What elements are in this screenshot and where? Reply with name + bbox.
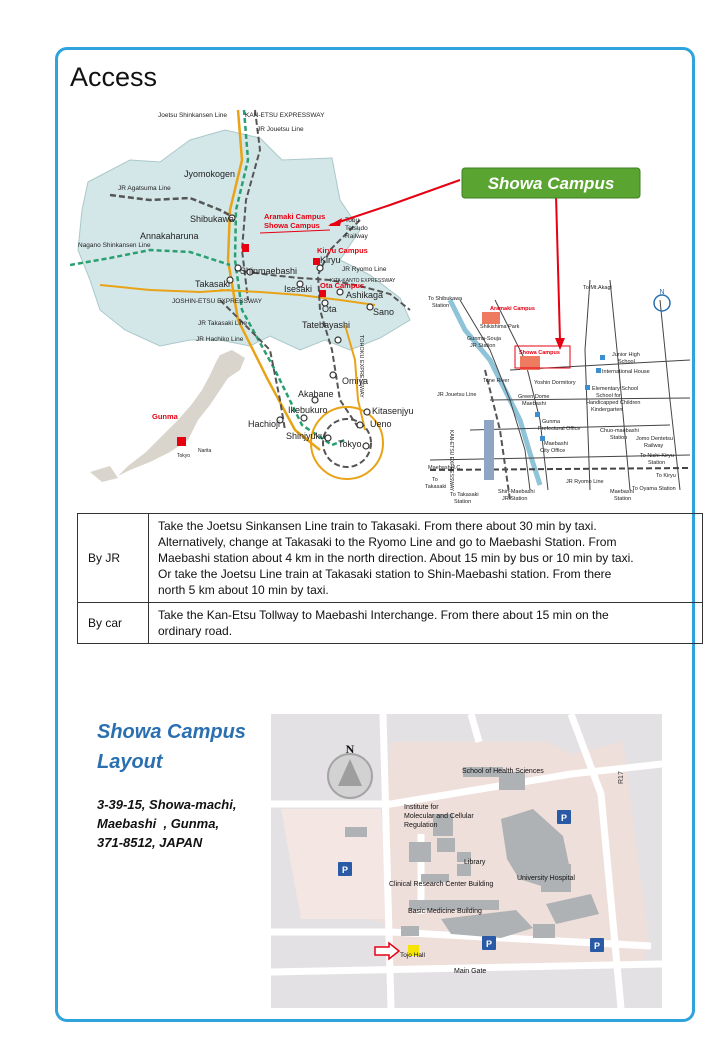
local-label-school-for: School for [596, 393, 621, 399]
parking-icon: P [485, 939, 493, 949]
compass-n: N [345, 742, 355, 756]
local-label-green-dome: Green Dome [518, 394, 550, 400]
label-r17: R17 [618, 771, 625, 784]
label-tokyo-inset: Tokyo [177, 453, 191, 459]
label-tetsudo: Tetsudo [345, 225, 368, 232]
local-label-yoshin: Yoshin Dormitory [534, 380, 576, 386]
local-compass-n: N [659, 289, 665, 296]
local-label-junior-high: Junior High [612, 352, 640, 358]
local-label-station: Station [432, 303, 450, 309]
description-cell [149, 514, 703, 603]
label-joetsu-shinkansen: Joetsu Shinkansen Line [158, 112, 228, 119]
aramaki-campus-block [482, 312, 500, 324]
label-sano: Sano [373, 307, 395, 317]
local-label-jr-ryomo: JR Ryomo Line [566, 479, 604, 485]
label-narita: Narita [198, 448, 212, 454]
local-label-jr-jouetsu: JR Jouetsu Line [437, 392, 477, 398]
label-isesaki: Isesaki [284, 284, 313, 294]
desc-line: north 5 km about 10 min by taxi. [158, 583, 329, 597]
address-line: 371-8512, JAPAN [97, 835, 203, 850]
badge-text: Showa Campus [487, 174, 615, 193]
label-clinical: Clinical Research Center Building [389, 881, 494, 888]
ota-campus-marker [319, 290, 326, 297]
local-label-maebashi-ic: Maebashi I.C. [428, 465, 462, 471]
label-gunma: Gunma [152, 412, 178, 421]
callout-arrow-left [330, 180, 460, 225]
label-school-health: School of Health Sciences [462, 768, 544, 775]
label-takasaki: Takasaki [195, 279, 231, 289]
label-jyomokogen: Jyomokogen [184, 169, 236, 179]
local-label-takasaki-st: Station [454, 499, 472, 505]
local-label-aramaki: Aramaki Campus [490, 306, 535, 312]
parking-icon: P [560, 813, 568, 823]
campus-address [97, 795, 267, 852]
label-nagano-shinkansen: Nagano Shinkansen Line [78, 242, 151, 249]
local-label-to: To [432, 477, 438, 483]
local-label-takasaki: Takasaki [425, 484, 447, 490]
kiryu-campus-marker [313, 258, 320, 265]
local-label-to-shibukawa: To Shibukawa [428, 296, 463, 302]
address-line: Maebashi , Gunma, [97, 816, 220, 831]
label-ashikaga: Ashikaga [346, 290, 384, 300]
access-table [77, 513, 703, 644]
local-label-pref-office: Prefectural Office [538, 426, 581, 432]
local-label-maebashi-jr: Station [614, 496, 632, 502]
label-jr-agatsuma: JR Agatsuma Line [118, 185, 171, 192]
local-label-shin-maebashi: Shin-Maebashi [498, 489, 535, 495]
label-institute: Molecular and Cellular [404, 813, 474, 820]
callout-arrow-down [556, 195, 560, 340]
local-label-elementary: Elementary School [592, 386, 639, 392]
desc-line: Alternatively, change at Takasaki to the Ryomo Line and go to Maebashi Station. From [158, 535, 617, 549]
label-kitasenjyu: Kitasenjyu [372, 406, 414, 416]
local-label-city-office: City Office [540, 448, 566, 454]
label-ueno: Ueno [370, 419, 392, 429]
aramaki-campus-marker [242, 244, 249, 252]
label-ikebukuro: Ikebukuro [288, 405, 328, 415]
access-heading: Access [70, 62, 158, 92]
overview-map [70, 110, 414, 482]
label-tokyo: Tokyo [338, 439, 362, 449]
label-library: Library [464, 859, 486, 866]
label-shibukawa: Shibukawa [190, 214, 235, 224]
desc-line: ordinary road. [158, 624, 233, 638]
local-label-oyama: To Oyama Station [632, 486, 676, 492]
desc-line: Or take the Joetsu Line train at Takasaki station to Shin-Maebashi station. From there [158, 567, 612, 581]
label-tohoku: TOHOKU EXPRESSWAY [358, 335, 364, 398]
local-label-kindergarten: Kindergarten [591, 407, 623, 413]
label-jr-jouetsu: JR Jouetsu Line [257, 126, 304, 133]
local-label-kan-etsu: KAN-ETSU EXPRESSWAY [448, 430, 454, 492]
campus-layout-title-line: Showa Campus [97, 721, 246, 743]
label-kiryu: Kiryu [320, 255, 341, 265]
parking-icon: P [593, 941, 601, 951]
local-label-nishi-kiryu: To Nishi-Kiryu [640, 453, 674, 459]
label-jr-hachiko: JR Hachiko Line [196, 336, 244, 343]
label-jr-ryomo: JR Ryomo Line [342, 266, 387, 273]
label-tojo-hall: Tojo Hall [400, 952, 425, 959]
label-basic-medicine: Basic Medicine Building [408, 908, 482, 915]
campus-layout-title [97, 717, 267, 777]
local-label-chuo-station: Station [610, 435, 628, 441]
label-tatebayashi: Tatebayashi [302, 320, 351, 330]
local-label-handicapped: Handicapped Children [586, 400, 641, 406]
label-institute: Regulation [404, 822, 438, 829]
local-label-jr-station: JR Station [470, 343, 496, 349]
label-omiya: Omiya [342, 376, 369, 386]
local-label-intl-house: International House [602, 369, 650, 375]
address-line: 3-39-15, Showa-machi, [97, 797, 237, 812]
local-label-gunma: Gunma [542, 419, 561, 425]
route-maps [70, 100, 710, 510]
local-label-chuo: Chuo-maebashi [600, 428, 639, 434]
label-hachioji: Hachioji [248, 419, 281, 429]
label-tobu: Tobu [345, 217, 360, 224]
parking-icon: P [341, 865, 349, 875]
label-shinmaebashi: Shinmaebashi [240, 266, 298, 276]
local-label-maebashi: Maebashi [522, 401, 546, 407]
table-row-jr [78, 514, 703, 603]
label-annakaharuna: Annakaharuna [140, 231, 199, 241]
label-shinjyuku: Shinjyuku [286, 431, 326, 441]
label-main-gate: Main Gate [454, 968, 487, 975]
label-hospital: University Hospital [517, 875, 575, 882]
label-institute: Institute for [404, 804, 439, 811]
label-kan-etsu: KAN-ETSU EXPRESSWAY [245, 112, 325, 119]
local-label-maebashi-city: Maebashi [544, 441, 568, 447]
table-row-car [78, 603, 703, 644]
label-ota-campus: Ota Campus [320, 281, 365, 290]
local-label-jomo: Jomo Dentetsu [636, 436, 673, 442]
label-joshin-etsu: JOSHIN-ETSU EXPRESSWAY [172, 298, 262, 305]
local-label-maebashi-st: Maebashi [610, 489, 634, 495]
local-map [425, 280, 690, 505]
label-jr-takasaki: JR Takasaki Line [198, 320, 248, 327]
local-label-tone-river: Tone River [483, 378, 510, 384]
campus-layout-map [271, 714, 662, 1008]
description-cell [149, 603, 703, 644]
mode-cell: By car [78, 603, 149, 644]
mode-cell: By JR [78, 514, 149, 603]
label-ota: Ota [322, 304, 337, 314]
campus-layout-title-line: Layout [97, 751, 163, 773]
label-akabane: Akabane [298, 389, 334, 399]
local-label-jomo-railway: Railway [644, 443, 664, 449]
local-label-shikishima: Shikishima Park [480, 324, 520, 330]
local-label-to-kiryu: To Kiryu [656, 473, 676, 479]
label-railway: Railway [345, 233, 368, 240]
gunma-marker [177, 437, 186, 446]
desc-line: Take the Kan-Etsu Tollway to Maebashi Interchange. From there about 15 min on the [158, 608, 609, 622]
label-showa-campus: Showa Campus [264, 221, 320, 230]
label-kita-kanto: KITA-KANTO EXPRESSWAY [330, 278, 396, 284]
desc-line: Take the Joetsu Sinkansen Line train to Takasaki. From there about 30 min by taxi. [158, 519, 597, 533]
local-label-gunma-souja: Gunma-Souja [467, 336, 501, 342]
local-label-showa: Showa Campus [519, 350, 560, 356]
label-aramaki-campus: Aramaki Campus [264, 212, 326, 221]
label-kiryu-campus: Kiryu Campus [317, 246, 368, 255]
local-label-mt-akagi: To Mt.Akagi [583, 285, 612, 291]
local-label-nishi-station: Station [648, 460, 666, 466]
local-label-to-takasaki-st: To Takasaki [450, 492, 479, 498]
local-label-shin-jr-st: JR Station [502, 496, 528, 502]
desc-line: Maebashi station about 4 km in the north direction. About 15 min by bus or 10 min by taxi. [158, 551, 634, 565]
gunma-region [78, 130, 410, 350]
local-compass-icon [654, 289, 670, 311]
local-label-school: School [618, 359, 635, 365]
